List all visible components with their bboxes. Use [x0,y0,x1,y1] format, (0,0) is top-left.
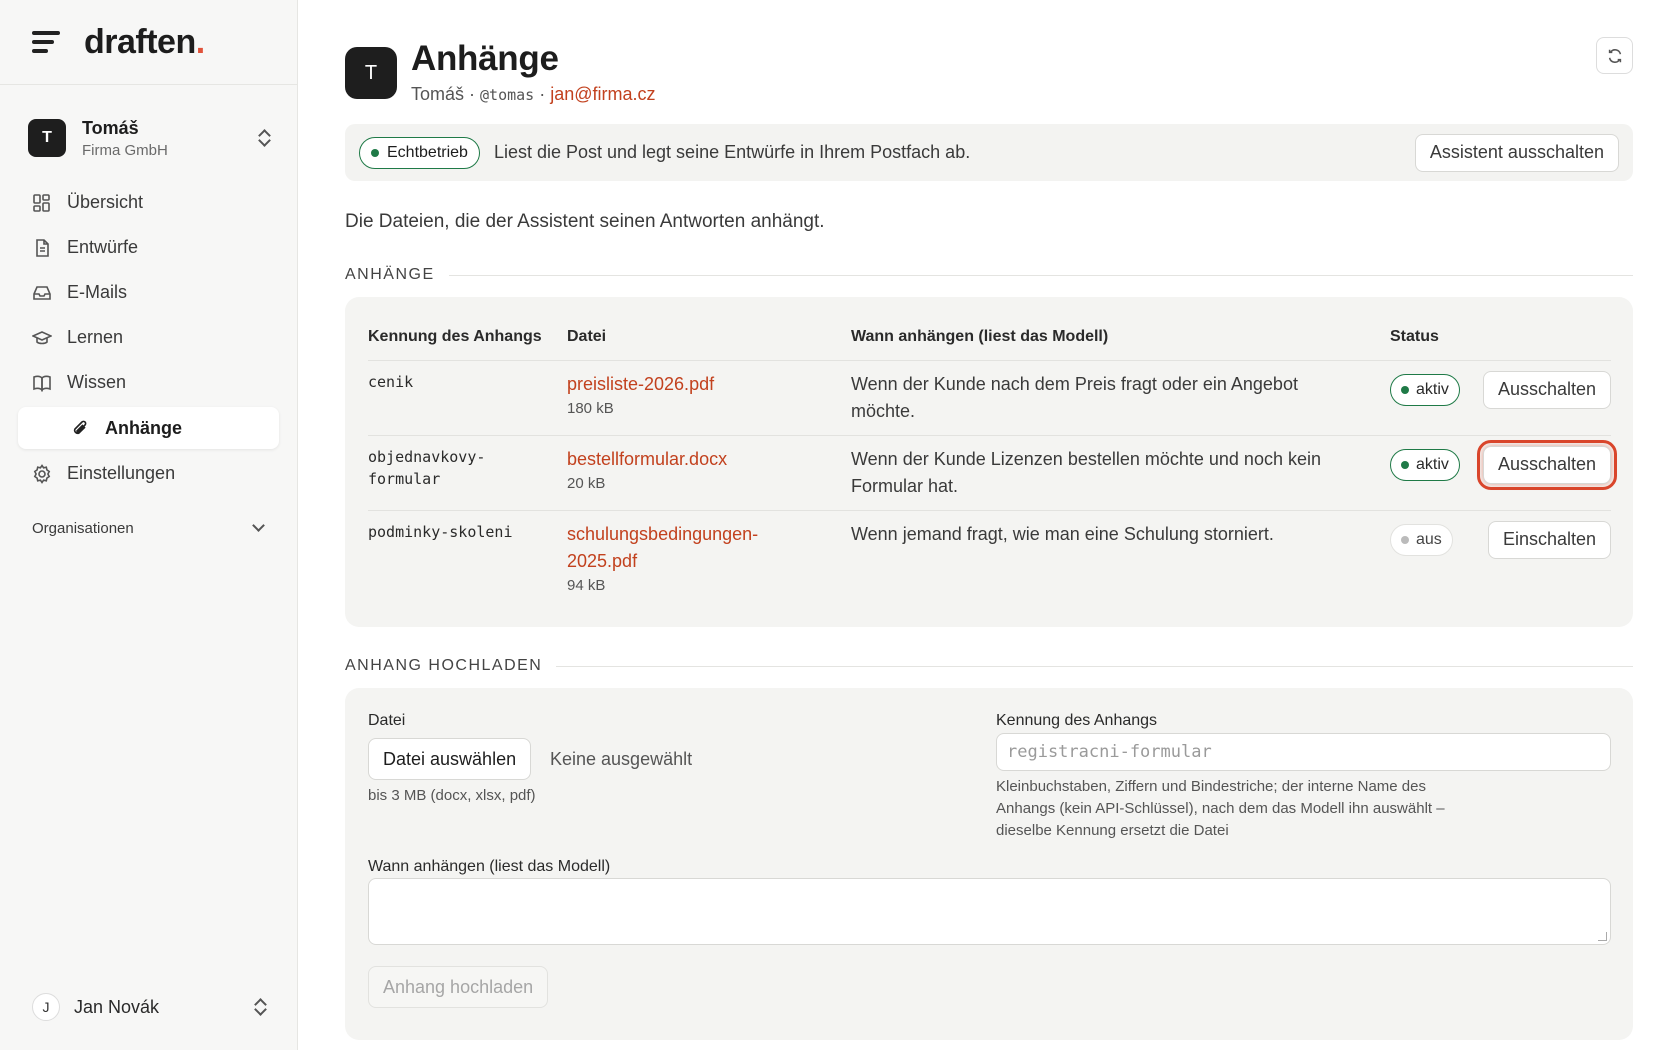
sidebar-item-settings[interactable] [18,451,279,496]
attachment-key: cenik [368,360,567,435]
sidebar-item-emails[interactable] [18,270,279,315]
resize-handle[interactable] [1598,932,1607,941]
brand-logo[interactable]: draften. [84,22,205,61]
when-textarea[interactable] [368,878,1611,945]
attachments-table [368,315,1611,612]
file-label: Datei [368,712,406,729]
when-label: Wann anhängen (liest das Modell) [368,858,611,875]
refresh-icon [1606,47,1624,65]
key-label: Kennung des Anhangs [996,712,1158,729]
column-header: Datei [567,315,851,360]
key-input[interactable] [996,733,1611,771]
user-name: Jan Novák [74,996,160,1017]
sidebar-item-attachments[interactable] [18,407,279,449]
paperclip-icon [70,418,90,438]
table-header-row [368,315,1611,360]
table-row [368,360,1611,435]
sidebar-item-label: Anhänge [105,417,183,438]
disable-attachment-button[interactable]: Ausschalten [1483,371,1611,409]
organisations-section-toggle[interactable] [18,506,279,550]
meta-handle: @tomas [480,86,535,104]
sidebar-item-learn[interactable] [18,315,279,360]
org-company: Firma GmbH [82,141,168,159]
attachment-file-link[interactable]: preisliste-2026.pdf [567,373,715,394]
attachment-key: podminky-skoleni [368,522,513,541]
status-badge: aktiv [1390,449,1460,481]
brand-bar [0,0,297,85]
no-file-text: Keine ausgewählt [550,749,693,769]
attachment-file-size: 180 kB [567,399,614,417]
status-badge: aktiv [1390,374,1460,406]
book-icon [32,373,52,393]
status-badge: Echtbetrieb [359,137,480,169]
status-banner [345,124,1633,181]
sidebar-item-label: Übersicht [67,192,144,212]
sidebar-item-drafts[interactable] [18,225,279,270]
status-badge: aus [1390,524,1453,556]
attachment-file-size: 94 kB [567,576,606,594]
page-meta [411,84,656,105]
attachments-card [345,297,1633,627]
enable-attachment-button[interactable]: Einschalten [1488,521,1611,559]
upload-section-title: ANHANG HOCHLADEN [345,657,1633,675]
key-placeholder: registracni-formular [1007,742,1212,762]
banner-text: Liest die Post und legt seine Entwürfe in Ihrem Postfach ab. [493,142,971,162]
meta-email-link[interactable]: jan@firma.cz [550,84,656,104]
gear-icon [32,464,52,484]
key-hint: Kleinbuchstaben, Ziffern und Bindestriche; der interne Name des Anhangs (kein API-Schlüssel), nach dem das Modell ihn auswählt – dieselbe Kennung ersetzt die Datei [996,778,1445,839]
disable-assistant-button[interactable]: Assistent ausschalten [1415,134,1619,172]
page-title: Anhänge [411,39,559,78]
upload-card [345,688,1633,1040]
attachment-file-link[interactable]: schulungsbedingungen-2025.pdf [567,523,759,571]
table-row [368,435,1611,510]
org-avatar: T [28,119,66,157]
column-header: Status [1390,315,1611,360]
table-row [368,510,1611,612]
sidebar-item-knowledge[interactable] [18,360,279,405]
sidebar-item-label: E-Mails [67,282,128,302]
file-hint: bis 3 MB (docx, xlsx, pdf) [368,787,536,804]
column-header: Kennung des Anhangs [368,315,567,360]
attachment-file-size: 20 kB [567,474,606,492]
updown-icon [253,998,267,1016]
updown-icon [257,129,271,147]
org-name: Tomáš [82,117,139,138]
chevron-down-icon [252,519,265,532]
avatar: J [32,993,60,1021]
graduation-cap-icon [32,328,52,348]
organisations-label: Organisationen [32,519,134,537]
column-header: Wann anhängen (liest das Modell) [851,315,1390,360]
choose-file-button[interactable]: Datei auswählen [368,738,531,780]
disable-attachment-button[interactable]: Ausschalten [1483,446,1611,484]
attachment-key: objednavkovy-formular [368,435,567,510]
sidebar-item-overview[interactable] [18,180,279,225]
meta-name: Tomáš [411,84,465,104]
sidebar-item-label: Lernen [67,327,124,347]
refresh-button[interactable] [1596,37,1633,74]
attachments-section-title: ANHÄNGE [345,266,1633,284]
intro-text: Die Dateien, die der Assistent seinen Antworten anhängt. [345,211,825,232]
sidebar [0,0,298,1050]
sidebar-item-label: Einstellungen [67,463,176,483]
meta-separator: · [534,84,551,104]
sidebar-item-label: Entwürfe [67,237,139,257]
attachment-when: Wenn jemand fragt, wie man eine Schulung storniert. [851,523,1274,544]
document-icon [32,238,52,258]
sidebar-nav [18,180,279,550]
page-header [345,38,656,105]
attachment-when: Wenn der Kunde nach dem Preis fragt oder ein Angebot möchte. [851,360,1390,435]
meta-separator: · [464,84,481,104]
grid-icon [32,193,52,213]
sidebar-item-label: Wissen [67,372,127,392]
user-menu[interactable] [32,990,267,1024]
attachment-when: Wenn der Kunde Lizenzen bestellen möchte und noch kein Formular hat. [851,435,1390,510]
avatar: T [345,47,397,99]
upload-attachment-button[interactable]: Anhang hochladen [368,966,548,1008]
inbox-icon [32,283,52,303]
org-switcher[interactable] [28,116,271,160]
menu-icon[interactable] [32,31,60,53]
attachment-file-link[interactable]: bestellformular.docx [567,448,728,469]
